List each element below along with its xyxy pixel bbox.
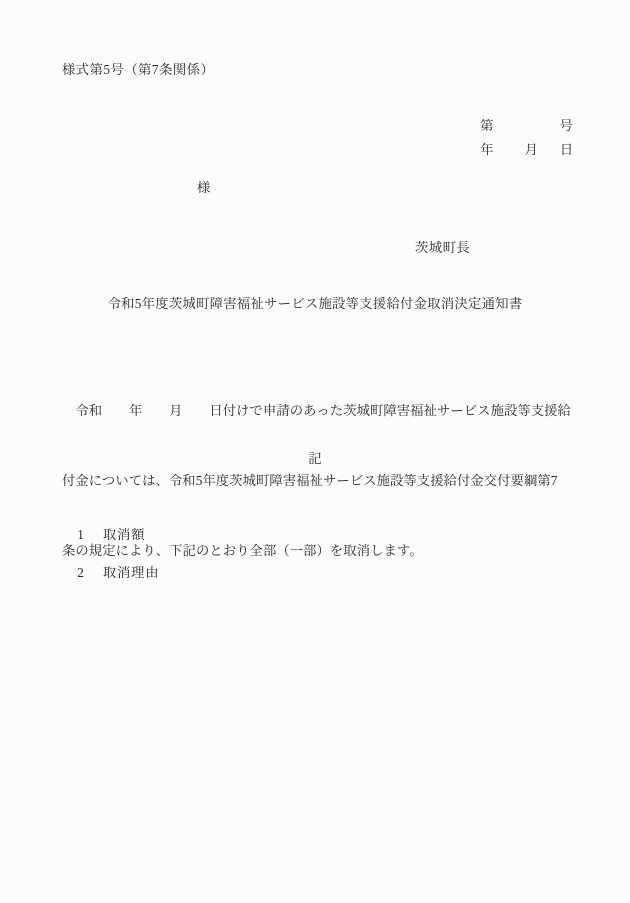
body-line-3: 条の規定により、下記のとおり全部（一部）を取消します。	[62, 542, 423, 558]
item-2-number: 2	[77, 565, 84, 580]
doc-number-suffix: 号	[559, 118, 573, 133]
sender-name: 茨城町長	[415, 240, 471, 255]
recipient-honorific: 様	[197, 180, 211, 195]
date-day-label: 日	[559, 142, 574, 157]
body-line-1: 令和 年 月 日付けで申請のあった茨城町障害福祉サービス施設等支援給	[62, 403, 571, 419]
item-1-label: 取消額	[102, 527, 146, 542]
list-item-cancellation-reason	[64, 549, 159, 597]
item-1-number: 1	[77, 527, 84, 542]
date-year-label: 年	[480, 142, 494, 157]
item-2-label: 取消理由	[102, 565, 160, 580]
ki-heading: 記	[308, 451, 322, 466]
body-line-2: 付金については、令和5年度茨城町障害福祉サービス施設等支援給付金交付要綱第7	[62, 473, 558, 489]
date-month-label: 月	[524, 142, 538, 157]
document-title: 令和5年度茨城町障害福祉サービス施設等支援給付金取消決定通知書	[107, 296, 523, 311]
form-number: 様式第5号（第7条関係）	[62, 62, 215, 77]
doc-number-prefix: 第	[480, 118, 494, 133]
date-line	[467, 126, 573, 174]
